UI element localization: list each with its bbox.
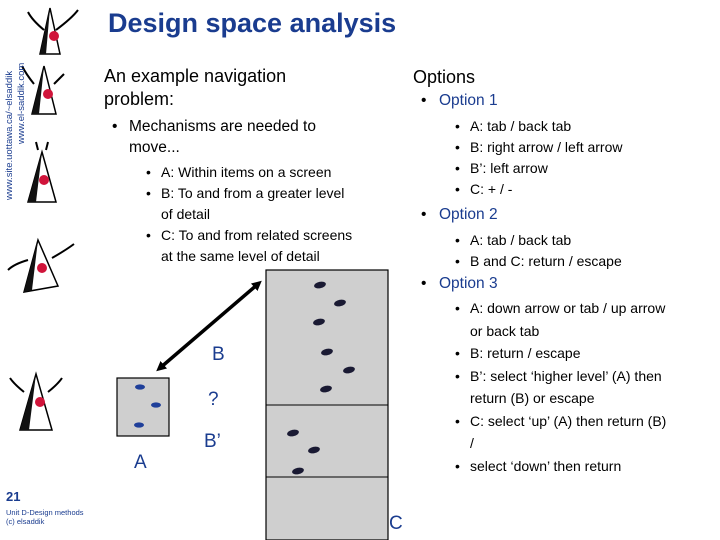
option3-item-c: • C: select ‘up’ (A) then return (B) / [455,410,717,455]
option3-item-b: • B: return / escape [455,345,581,361]
option1-item-text: B: right arrow / left arrow [470,139,623,155]
option3-bp-line2: return (B) or escape [470,390,595,406]
option1-item: • A: tab / back tab [455,118,572,134]
option2-item-text: B and C: return / escape [470,253,622,269]
item-dot [135,384,145,389]
options-heading: Options [413,67,476,87]
mascot-icon [10,374,62,430]
page-title: Design space analysis [108,8,397,38]
option1-items [455,116,623,200]
option2-item: • B and C: return / escape [455,253,622,269]
option3-items [455,297,717,477]
navigation-diagram [100,265,400,540]
option1-item: • B: right arrow / left arrow [455,139,623,155]
sub-bullet-a: • A: Within items on a screen [146,164,332,180]
option1-item: • B’: left arrow [455,160,548,176]
option2-items [455,230,622,272]
page-number: 21 [6,489,21,504]
item-dot [151,402,161,407]
url-line-2: www.el-saddik.com [16,62,27,144]
sub-bullet-c: • C: To and from related screens at the same level of detail [146,225,406,267]
sub-bullet-c-line2: at the same level of detail [161,248,320,264]
sub-bullet-a-text: A: Within items on a screen [161,164,332,180]
option1: • Option 1 [421,92,498,109]
option3-d-text: select ‘down’ then return [470,457,622,474]
option2-item: • A: tab / back tab [455,232,572,248]
sub-bullet-b: • B: To and from a greater level of detail [146,183,406,225]
option3-label: Option 3 [439,275,498,292]
left-heading-line1: An example navigation [104,66,287,86]
footer-text [6,508,84,526]
option1-item-text: B’: left arrow [470,160,548,176]
site-url [4,30,56,200]
label-question: ? [208,389,219,410]
option3: • Option 3 [421,275,498,292]
main-bullet-line2: move... [129,139,180,156]
option3-c-line1: C: select ‘up’ (A) then return (B) [470,412,667,429]
option3-item-a: • A: down arrow or tab / up arrow or back tab [455,297,717,342]
sub-bullet-b-line2: of detail [161,206,211,222]
option1-item-text: A: tab / back tab [470,118,572,134]
option2-label: Option 2 [439,206,498,223]
sub-bullets [146,162,406,267]
option3-bp-line1: B’: select ‘higher level’ (A) then [470,367,662,384]
footer-line1: Unit D-Design methods [6,508,84,517]
left-heading-line2: problem: [104,89,175,109]
navigation-arrow [160,284,258,368]
label-a: A [134,452,147,473]
option1-item-text: C: + / - [470,181,513,197]
option1-label: Option 1 [439,92,498,109]
option2-item-text: A: tab / back tab [470,232,572,248]
option1-item: • C: + / - [455,181,513,197]
label-b-prime: B’ [204,431,221,452]
mascot-icon [8,240,74,292]
main-bullet: • Mechanisms are needed to move... [112,118,316,156]
option3-a-line1: A: down arrow or tab / up arrow [470,300,666,316]
option3-b-text: B: return / escape [470,345,581,361]
option2: • Option 2 [421,206,498,223]
main-bullet-line1: Mechanisms are needed to [129,118,316,135]
label-c: C [389,513,403,534]
footer-line2: (c) elsaddik [6,517,45,526]
sub-bullet-c-line1: C: To and from related screens [161,227,353,243]
item-dot [134,422,144,427]
option3-item-bp: • B’: select ‘higher level’ (A) then return (B) or escape [455,365,717,410]
option3-a-line2: or back tab [470,322,540,339]
left-heading [104,65,286,111]
option3-c-line2: / [470,435,474,451]
sub-bullet-b-line1: B: To and from a greater level [161,185,345,201]
option3-item-d: • select ‘down’ then return [455,457,622,474]
url-line-1: www.site.uottawa.ca/~elsaddik [4,70,15,200]
label-b: B [212,344,225,365]
